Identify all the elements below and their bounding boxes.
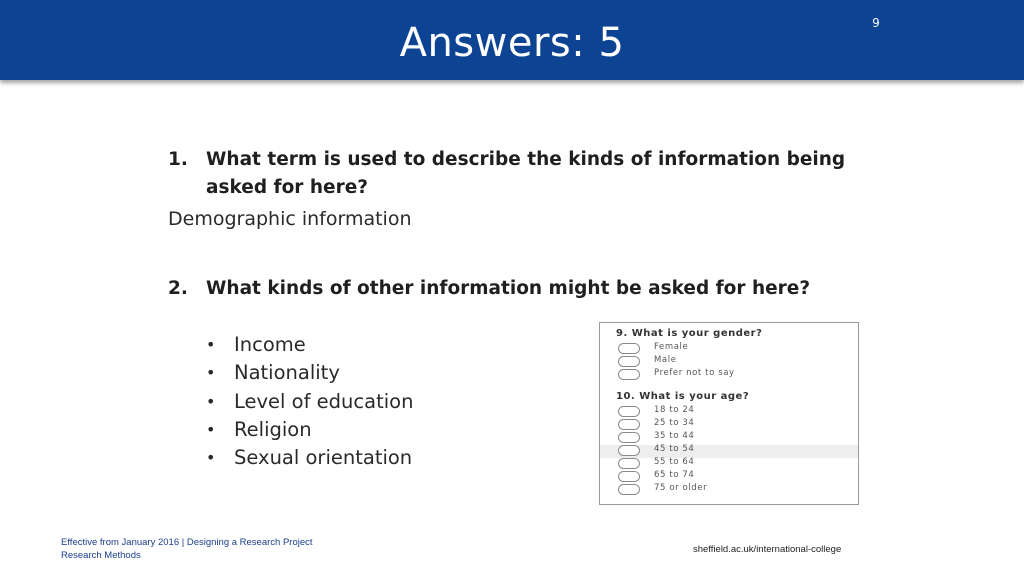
form-option <box>600 432 858 445</box>
form-option <box>600 406 858 419</box>
form-question-age: 10. What is your age? <box>616 391 750 402</box>
question-1-number: 1. <box>168 149 188 170</box>
question-2-number: 2. <box>168 278 188 299</box>
bullet-text: Nationality <box>234 361 340 385</box>
form-option <box>600 369 858 382</box>
page-number: 9 <box>872 16 880 30</box>
bullet-icon: • <box>206 363 216 383</box>
form-option-label: 55 to 64 <box>654 457 695 467</box>
footer-line-2: Research Methods <box>61 549 141 561</box>
bullet-text: Sexual orientation <box>234 446 413 470</box>
bullet-text: Income <box>234 333 306 356</box>
form-option-label: Male <box>654 355 677 365</box>
list-item <box>206 444 413 472</box>
bullet-text: Religion <box>234 417 312 441</box>
footer-url: sheffield.ac.uk/international-college <box>693 544 842 555</box>
form-option-label: 45 to 54 <box>654 444 695 454</box>
form-option <box>600 471 858 484</box>
form-option-label: Prefer not to say <box>654 368 735 378</box>
radio-button-icon <box>618 369 640 380</box>
answer-bullet-list <box>206 331 413 472</box>
form-option <box>600 484 858 497</box>
radio-button-icon <box>618 356 640 367</box>
form-option-label: 18 to 24 <box>654 405 695 415</box>
form-option <box>600 343 858 356</box>
form-option-label: Female <box>654 342 689 352</box>
list-item <box>206 359 413 387</box>
survey-form-image <box>599 322 859 505</box>
form-option <box>600 419 858 432</box>
form-option <box>600 458 858 471</box>
radio-button-icon <box>618 484 640 495</box>
list-item <box>206 416 413 444</box>
form-option-label: 65 to 74 <box>654 470 695 480</box>
radio-button-icon <box>618 432 640 443</box>
form-question-gender: 9. What is your gender? <box>616 328 763 339</box>
radio-button-icon <box>618 471 640 482</box>
question-2-text: What kinds of other information might be asked for here? <box>206 278 811 299</box>
list-item <box>206 331 413 359</box>
form-option-label: 75 or older <box>654 483 708 493</box>
bullet-text: Level of education <box>234 389 414 413</box>
radio-button-icon <box>618 343 640 354</box>
question-1-answer: Demographic information <box>168 208 412 230</box>
question-1-text: What term is used to describe the kinds of information being asked for here? <box>206 149 846 198</box>
radio-button-icon <box>618 406 640 417</box>
bullet-icon: • <box>206 391 216 411</box>
form-option-label: 35 to 44 <box>654 431 695 441</box>
footer-line-1: Effective from January 2016 | Designing a Research Project <box>61 537 313 548</box>
list-item <box>206 388 413 416</box>
slide-title: Answers: 5 <box>399 20 625 66</box>
question-1 <box>168 146 888 204</box>
radio-button-icon <box>618 445 640 456</box>
question-2 <box>168 275 888 305</box>
footer-info <box>61 537 313 562</box>
form-option-label: 25 to 34 <box>654 418 695 428</box>
bullet-icon: • <box>206 419 216 439</box>
bullet-icon: • <box>206 448 216 468</box>
slide-header <box>0 0 1024 80</box>
bullet-icon: • <box>206 335 216 354</box>
radio-button-icon <box>618 419 640 430</box>
form-option-highlighted <box>600 445 858 458</box>
radio-button-icon <box>618 458 640 469</box>
